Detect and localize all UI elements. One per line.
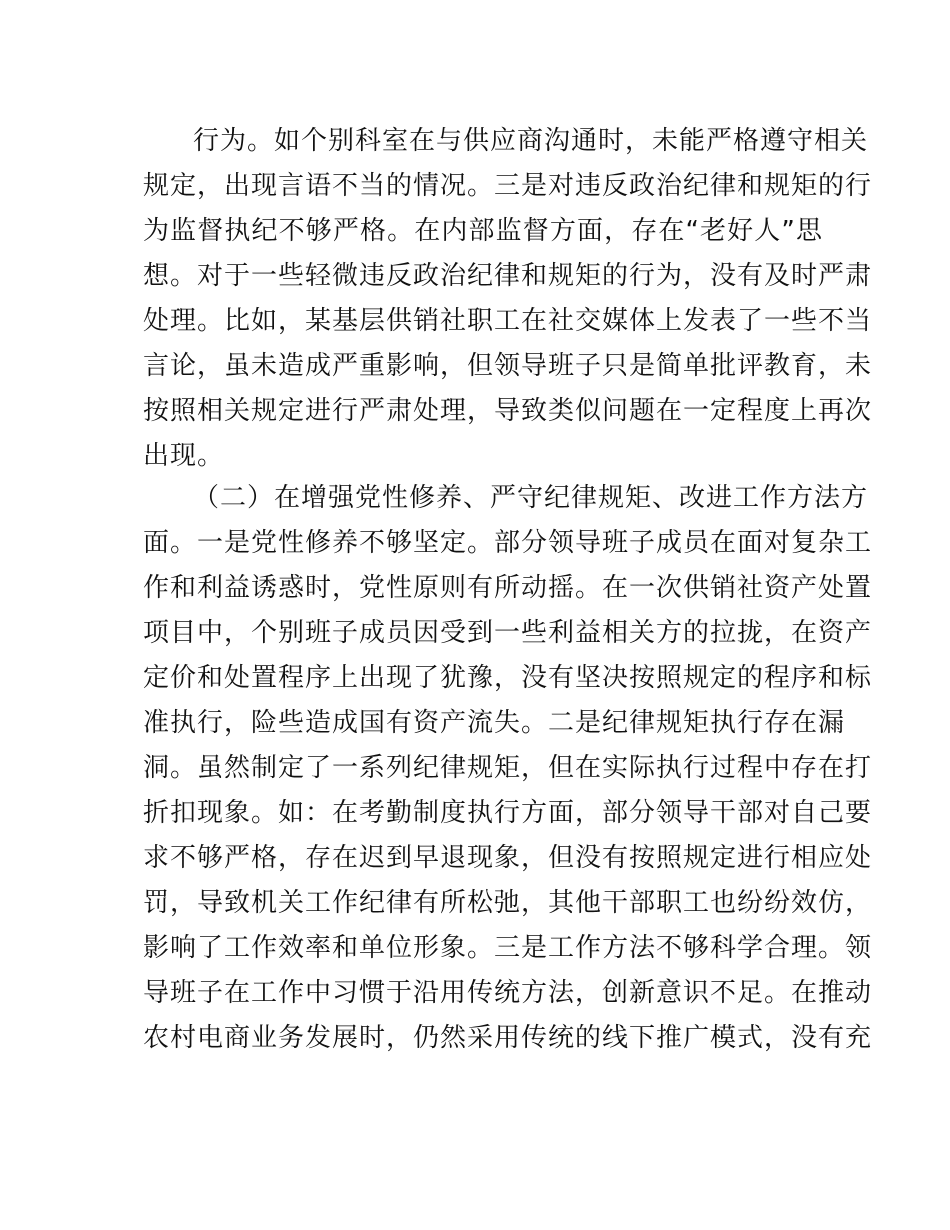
text-line: 按照相关规定进行严肃处理，导致类似问题在一定程度上再次 — [143, 396, 873, 426]
text-line: 处理。比如，某基层供销社职工在社交媒体上发表了一些不当 — [143, 306, 873, 336]
section-heading-line: （二）在增强党性修养、严守纪律规矩、改进工作方法方 — [193, 483, 869, 513]
text-line: 求不够严格，存在迟到早退现象，但没有按照规定进行相应处 — [143, 843, 873, 873]
text-line: 导班子在工作中习惯于沿用传统方法，创新意识不足。在推动 — [143, 978, 873, 1008]
text-line: 洞。虽然制定了一系列纪律规矩，但在实际执行过程中存在打 — [143, 753, 873, 783]
text-line: 项目中，个别班子成员因受到一些利益相关方的拉拢，在资产 — [143, 618, 873, 648]
text-line: 作和利益诱惑时，党性原则有所动摇。在一次供销社资产处置 — [143, 573, 873, 603]
text-line: 为监督执纪不够严格。在内部监督方面，存在“老好人”思 — [143, 216, 823, 246]
text-line: 出现。 — [143, 441, 225, 471]
text-line: 规定，出现言语不当的情况。三是对违反政治纪律和规矩的行 — [143, 171, 873, 201]
text-line: 罚，导致机关工作纪律有所松弛，其他干部职工也纷纷效仿， — [143, 888, 873, 918]
text-line: 行为。如个别科室在与供应商沟通时，未能严格遵守相关 — [193, 126, 869, 156]
text-line: 影响了工作效率和单位形象。三是工作方法不够科学合理。领 — [143, 933, 873, 963]
text-line: 言论，虽未造成严重影响，但领导班子只是简单批评教育，未 — [143, 351, 873, 381]
text-line: 定价和处置程序上出现了犹豫，没有坚决按照规定的程序和标 — [143, 663, 873, 693]
text-line: 想。对于一些轻微违反政治纪律和规矩的行为，没有及时严肃 — [143, 261, 873, 291]
text-line: 准执行，险些造成国有资产流失。二是纪律规矩执行存在漏 — [143, 708, 846, 738]
text-line: 面。一是党性修养不够坚定。部分领导班子成员在面对复杂工 — [143, 528, 873, 558]
paragraph-section-two — [143, 476, 873, 1061]
text-line: 折扣现象。如：在考勤制度执行方面，部分领导干部对自己要 — [143, 798, 873, 828]
paragraph-continuation — [143, 119, 873, 479]
text-line: 农村电商业务发展时，仍然采用传统的线下推广模式，没有充 — [143, 1023, 873, 1053]
